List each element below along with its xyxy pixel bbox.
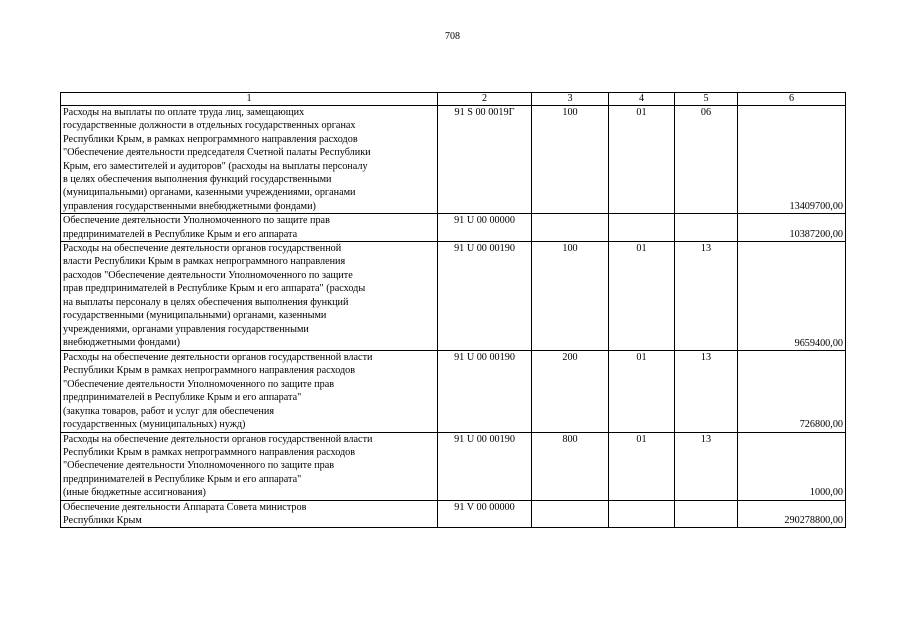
- row-section: [609, 214, 675, 242]
- table-row: [61, 351, 846, 432]
- table-row: [61, 106, 846, 214]
- row-subsection: 13: [675, 432, 738, 500]
- table-row: [61, 432, 846, 500]
- row-target-code: 91 U 00 00190: [438, 242, 532, 351]
- row-subsection: 13: [675, 351, 738, 432]
- row-section: 01: [609, 106, 675, 214]
- row-amount: 9659400,00: [738, 242, 846, 351]
- column-header-code: 2: [438, 93, 532, 106]
- row-target-code: 91 U 00 00190: [438, 351, 532, 432]
- row-section: 01: [609, 242, 675, 351]
- row-subsection: [675, 500, 738, 528]
- table-row: [61, 242, 846, 351]
- row-subsection: [675, 214, 738, 242]
- row-amount: 726800,00: [738, 351, 846, 432]
- row-expense-type: 100: [532, 106, 609, 214]
- row-section: 01: [609, 351, 675, 432]
- column-header-amount: 6: [738, 93, 846, 106]
- column-header-section: 4: [609, 93, 675, 106]
- row-subsection: 13: [675, 242, 738, 351]
- row-name: Расходы на выплаты по оплате труда лиц, замещающих государственные должности в отдельных государственных органах Республики Крым, в рамках непрограммного направления расходов "Обеспечение деятельности председателя Счетной палаты Республики Крым, его заместителей и аудиторов" (расходы на выплаты персоналу в целях обеспечения выполнения функций государственными (муниципальными) органами, казенными учреждениями, органами управления государственными внебюджетными фондами): [61, 106, 438, 214]
- table-row: [61, 214, 846, 242]
- row-amount: 1000,00: [738, 432, 846, 500]
- header-row: [61, 93, 846, 106]
- row-name: Расходы на обеспечение деятельности органов государственной власти Республики Крым в рамках непрограммного направления расходов "Обеспечение деятельности Уполномоченного по защите прав предпринимателей в Республике Крым и его аппарата" (расходы на выплаты персоналу в целях обеспечения выполнения функций государственными (муниципальными) органами, казенными учреждениями, органами управления государственными внебюджетными фондами): [61, 242, 438, 351]
- column-header-subsection: 5: [675, 93, 738, 106]
- row-amount: 290278800,00: [738, 500, 846, 528]
- row-name: Расходы на обеспечение деятельности органов государственной власти Республики Крым в рамках непрограммного направления расходов "Обеспечение деятельности Уполномоченного по защите прав предпринимателей в Республике Крым и его аппарата" (закупка товаров, работ и услуг для обеспечения государственных (муниципальных) нужд): [61, 351, 438, 432]
- column-header-expense-type: 3: [532, 93, 609, 106]
- row-subsection: 06: [675, 106, 738, 214]
- row-amount: 10387200,00: [738, 214, 846, 242]
- table-row: [61, 500, 846, 528]
- row-expense-type: 800: [532, 432, 609, 500]
- row-target-code: 91 V 00 00000: [438, 500, 532, 528]
- row-target-code: 91 S 00 0019Г: [438, 106, 532, 214]
- row-name: Обеспечение деятельности Аппарата Совета министров Республики Крым: [61, 500, 438, 528]
- row-target-code: 91 U 00 00000: [438, 214, 532, 242]
- row-target-code: 91 U 00 00190: [438, 432, 532, 500]
- row-expense-type: 200: [532, 351, 609, 432]
- page-number: 708: [445, 31, 460, 42]
- budget-table: [60, 92, 846, 528]
- row-expense-type: 100: [532, 242, 609, 351]
- row-amount: 13409700,00: [738, 106, 846, 214]
- row-section: [609, 500, 675, 528]
- row-expense-type: [532, 214, 609, 242]
- row-name: Обеспечение деятельности Уполномоченного по защите прав предпринимателей в Республике Крым и его аппарата: [61, 214, 438, 242]
- row-section: 01: [609, 432, 675, 500]
- column-header-name: 1: [61, 93, 438, 106]
- row-expense-type: [532, 500, 609, 528]
- row-name: Расходы на обеспечение деятельности органов государственной власти Республики Крым в рамках непрограммного направления расходов "Обеспечение деятельности Уполномоченного по защите прав предпринимателей в Республике Крым и его аппарата" (иные бюджетные ассигнования): [61, 432, 438, 500]
